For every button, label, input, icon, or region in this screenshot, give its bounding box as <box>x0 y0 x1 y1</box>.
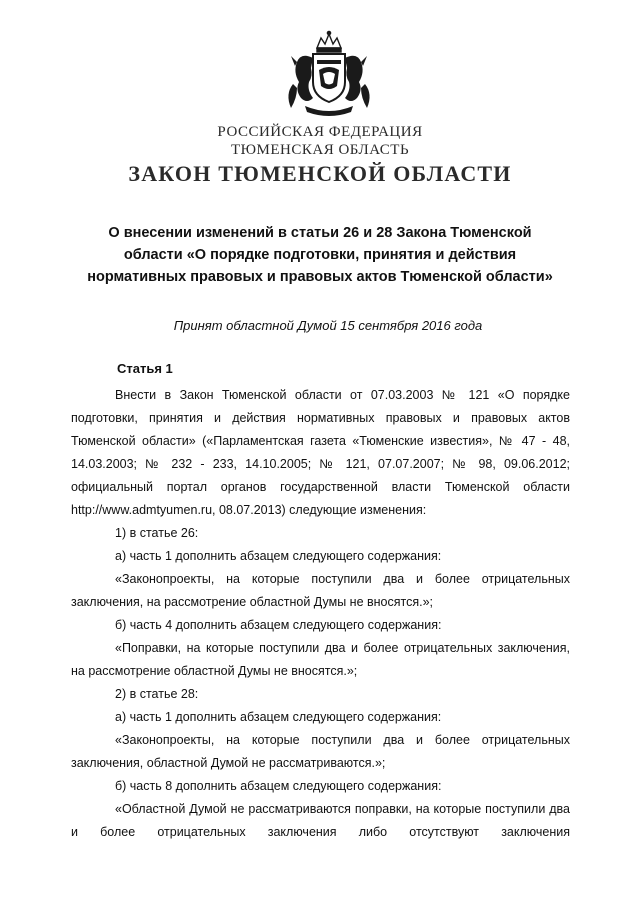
paragraph: 2) в статье 28: <box>115 687 199 701</box>
article-body <box>71 384 570 844</box>
paragraph: Внести в Закон Тюменской области от 07.03.2003 № 121 «О порядке подготовки, принятия и действия нормативных правовых и правовых актов Тюменской области» («Парламентская газета «Тюменские известия», № 47 - 48, 14.03.2003; № 232 - 233, 14.10.2005; № 121, 07.07.2007; № 98, 09.06.2012; официальный портал органов государственной власти Тюменской области http://www.admtyumen.ru, 08.07.2013) следующие изменения: <box>71 388 570 517</box>
header-country: РОССИЙСКАЯ ФЕДЕРАЦИЯ <box>217 124 423 140</box>
adoption-note: Принят областной Думой 15 сентября 2016 года <box>173 318 483 333</box>
article-heading: Статья 1 <box>117 361 173 376</box>
document-title-line: О внесении изменений в статьи 26 и 28 Закона Тюменской <box>108 225 532 241</box>
crown-icon <box>317 31 341 52</box>
document-title <box>70 222 570 288</box>
paragraph: б) часть 4 дополнить абзацем следующего содержания: <box>115 618 442 632</box>
paragraph: б) часть 8 дополнить абзацем следующего содержания: <box>115 779 442 793</box>
document-title-line: области «О порядке подготовки, принятия и действия <box>123 247 517 263</box>
left-fox-supporter-icon <box>288 56 313 108</box>
paragraph: «Законопроекты, на которые поступили два и более отрицательных заключения, на рассмотрение областной Думы не вносятся.»; <box>71 572 570 609</box>
right-fox-supporter-icon <box>345 56 370 108</box>
header-law-title: ЗАКОН ТЮМЕНСКОЙ ОБЛАСТИ <box>128 161 512 186</box>
ribbon-icon <box>305 106 353 116</box>
paragraph: 1) в статье 26: <box>115 526 199 540</box>
tyumen-coat-of-arms-icon <box>283 28 375 120</box>
paragraph: «Поправки, на которые поступили два и более отрицательных заключения, на рассмотрение областной Думы не вносятся.»; <box>71 641 570 678</box>
paragraph: а) часть 1 дополнить абзацем следующего содержания: <box>115 549 442 563</box>
paragraph: «Законопроекты, на которые поступили два и более отрицательных заключения, областной Думой не рассматриваются.»; <box>71 733 570 770</box>
paragraph: а) часть 1 дополнить абзацем следующего содержания: <box>115 710 442 724</box>
paragraph: «Областной Думой не рассматриваются поправки, на которые поступили два и более отрицательных заключения либо отсутствуют заключения <box>71 802 570 839</box>
header-region: ТЮМЕНСКАЯ ОБЛАСТЬ <box>230 142 410 158</box>
document-title-line: нормативных правовых и правовых актов Тюменской области» <box>87 269 553 285</box>
